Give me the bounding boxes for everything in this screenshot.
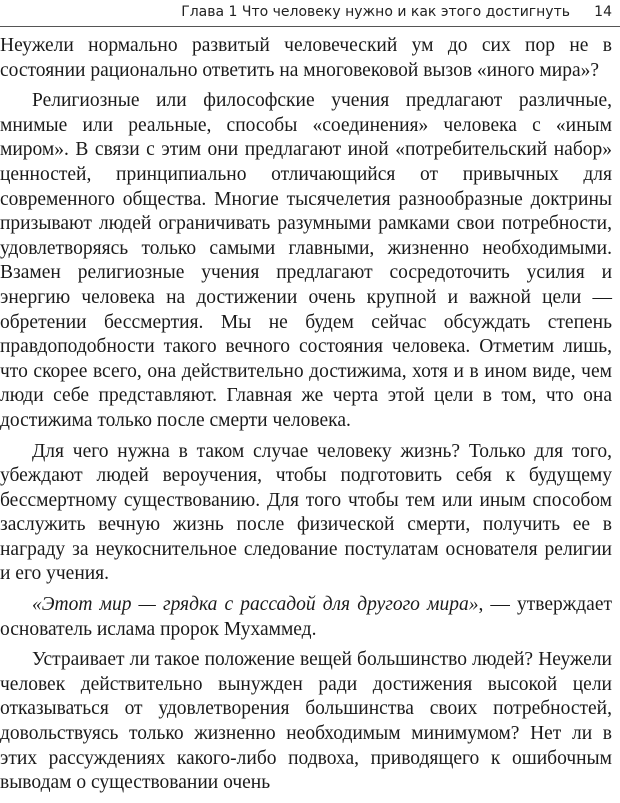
paragraph: Для чего нужна в таком случае человеку жизнь? Только для того, убеждают людей вероучения, чтобы подготовить себя к будущему бессмертному существованию. Для того чтобы тем или иным способом заслужить вечную жизнь после физической смерти, получить ее в награду за неукоснительное следование постулатам основателя религии и его учения. xyxy=(0,440,612,585)
page-number: 14 xyxy=(594,4,612,20)
quote: «Этот мир — грядка с рассадой для другого мира» xyxy=(32,594,479,616)
paragraph: Неужели нормально развитый человеческий ум до сих пор не в состоянии рационально ответить на многовековой вызов «иного мира»? xyxy=(0,35,612,81)
quote-paragraph xyxy=(0,593,612,642)
running-header xyxy=(0,0,620,27)
paragraph: Устраивает ли такое положение вещей большинство людей? Неужели человек действительно вынужден ради достижения высокой цели отказываться от удовлетворения большинства своих потребностей, довольствуясь только жизненно необходимым минимумом? Нет ли в этих рассуждениях какого-либо подвоха, приводящего к ошибочным выводам о существовании очень xyxy=(0,649,612,794)
paragraph: Религиозные или философские учения предлагают различные, мнимые или реальные, способы «соединения» человека с «иным миром». В связи с этим они предлагают иной «потребительский набор» ценностей, принципиально отличающийся от привычных для современного общества. Многие тысячелетия разнообразные доктрины призывают людей ограничивать разумными рамками свои потребности, удовлетворяясь только самыми главными, жизненно необходимыми. Взамен религиозные учения предлагают сосредоточить усилия и энергию человека на достижении очень крупной и важной цели — обретении бессмертия. Мы не будем сейчас обсуждать степень правдоподобности такого вечного состояния человека. Отметим лишь, что скорее всего, она действительно достижима, хотя и в ином виде, чем люди себе представляют. Главная же черта этой цели в том, что она достижима только после смерти человека. xyxy=(0,90,612,431)
quote-attribution: , — утверждает основатель ислама пророк Мухаммед. xyxy=(0,594,613,640)
body-text xyxy=(0,34,612,802)
chapter-title: Глава 1 Что человеку нужно и как этого достигнуть xyxy=(181,4,570,20)
